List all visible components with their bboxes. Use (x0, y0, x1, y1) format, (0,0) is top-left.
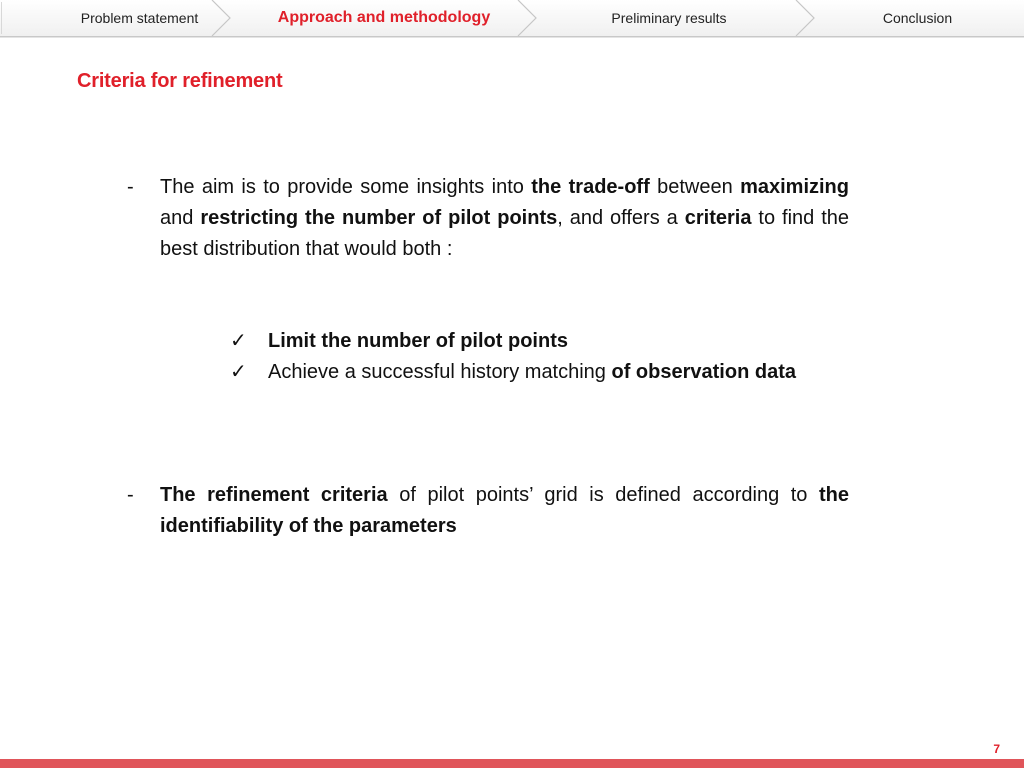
bullet-paragraph-aim (160, 172, 849, 265)
text-run: to find the best distribution that would both : (160, 207, 850, 260)
emphasis-text: The refinement criteria (160, 484, 388, 506)
checklist (230, 326, 849, 388)
footer-bar (0, 759, 1024, 768)
checkmark-icon: ✓ (230, 330, 247, 352)
text-run: of pilot points’ grid is defined according to (387, 484, 820, 506)
checklist-item-text: Achieve a successful history matching (268, 361, 612, 383)
checkmark-icon: ✓ (230, 361, 247, 383)
nav-tab-preliminary-results[interactable]: Preliminary results (611, 10, 727, 26)
emphasis-text: the identifiability of the parameters (160, 484, 850, 537)
emphasis-text: maximizing (740, 176, 849, 198)
nav-tab-conclusion[interactable]: Conclusion (882, 10, 953, 26)
text-run: and (160, 207, 201, 229)
bullet-paragraph-refinement (160, 480, 849, 542)
checklist-item (230, 326, 849, 357)
emphasis-text: criteria (684, 207, 752, 229)
text-run: , and offers a (557, 207, 685, 229)
bullet-dash: - (127, 484, 134, 506)
breadcrumb-nav (0, 0, 1024, 38)
nav-tab-approach-methodology[interactable]: Approach and methodology (277, 9, 491, 26)
checklist-item (230, 357, 849, 388)
emphasis-text: the trade-off (531, 176, 650, 198)
section-title: Criteria for refinement (77, 70, 283, 92)
text-run: between (649, 176, 741, 198)
emphasis-text: restricting the number of pilot points (200, 207, 558, 229)
emphasis-text: of observation data (611, 361, 796, 383)
checklist-item-text: Limit the number of pilot points (268, 330, 568, 352)
text-run: The aim is to provide some insights into (160, 176, 532, 198)
bullet-dash: - (127, 176, 134, 198)
nav-tab-problem-statement[interactable]: Problem statement (80, 10, 199, 26)
page-number: 7 (993, 742, 1000, 756)
